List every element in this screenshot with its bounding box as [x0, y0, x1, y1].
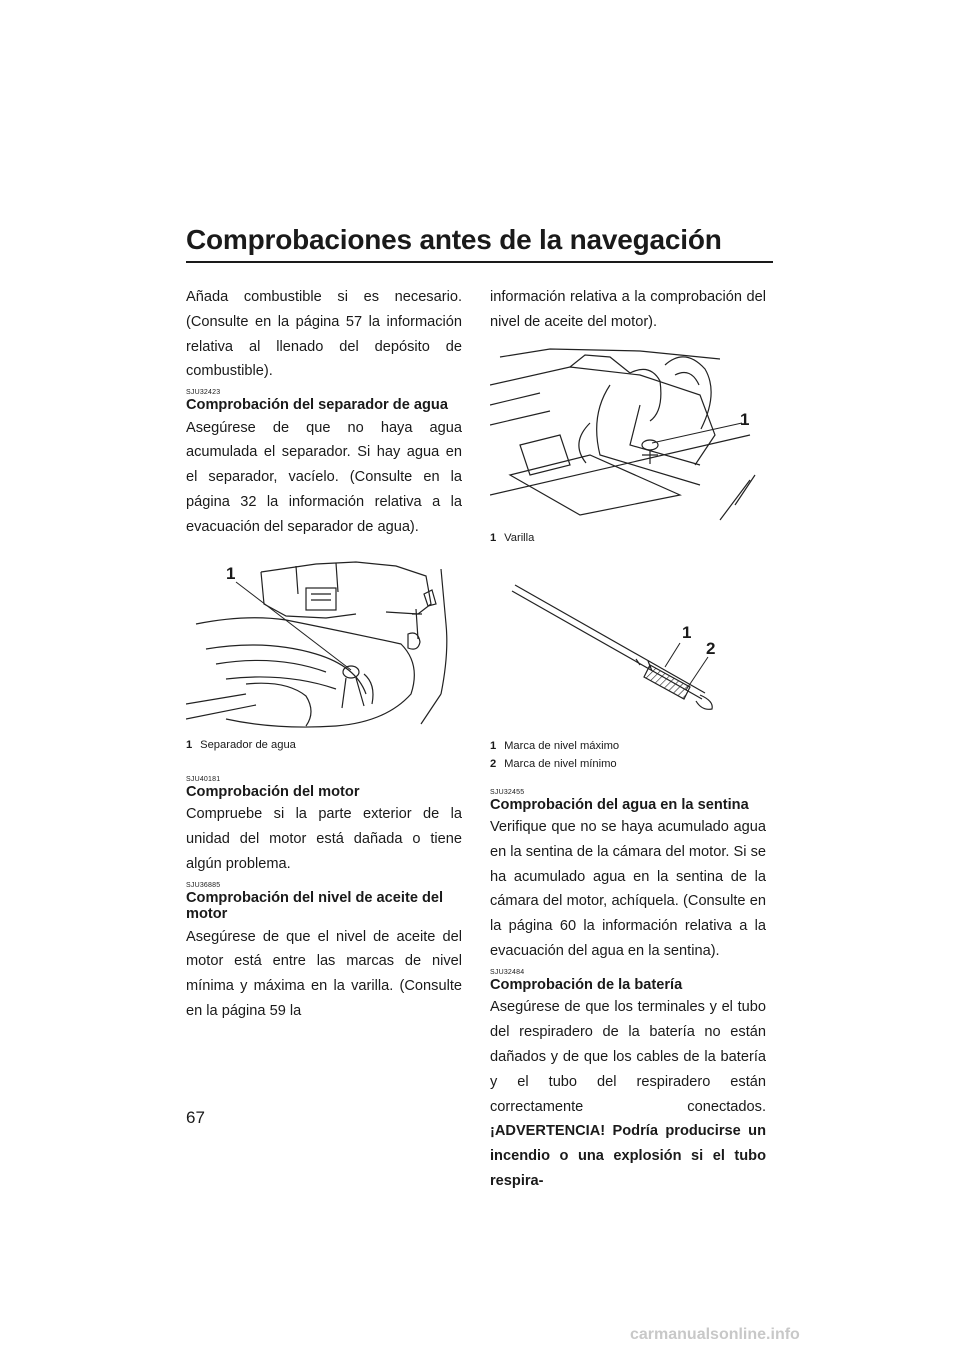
section-code: SJU32484	[490, 968, 525, 976]
caption-number: 1	[490, 531, 497, 544]
section-code: SJU36885	[186, 881, 221, 889]
battery-text: Asegúrese de que los terminales y el tubo del respiradero de la batería no están dañados y de que los cables de la batería y el tubo del respiradero están correctamente conectados.	[490, 999, 766, 1115]
right-column	[490, 285, 766, 1194]
section-code: SJU40181	[186, 775, 221, 783]
section-heading-battery: Comprobación de la batería	[490, 976, 683, 993]
water-separator-paragraph: Asegúrese de que no haya agua acumulada el separador. Si hay agua en el separador, vacíelo. (Consulte en la página 32 la información relativa a la evacuación del separador de agua).	[186, 419, 462, 535]
title-rule	[186, 261, 773, 263]
figure-dipstick-location	[490, 345, 766, 525]
battery-warning: ¡ADVERTENCIA! Podría producirse un incendio o una explosión si el tubo respira-	[490, 1123, 766, 1189]
caption-number: 1	[186, 738, 193, 751]
battery-paragraph	[490, 995, 766, 1193]
section-heading-engine: Comprobación del motor	[186, 783, 360, 800]
figure-water-separator	[186, 554, 462, 736]
dipstick-marks-illustration	[490, 565, 766, 725]
caption-text: Varilla	[504, 531, 535, 544]
oil-level-continued-paragraph: información relativa a la comprobación del nivel de aceite del motor).	[490, 289, 766, 330]
section-code: SJU32423	[186, 389, 221, 397]
engine-paragraph: Compruebe si la parte exterior de la unidad del motor está dañada o tiene algún problema.	[186, 806, 462, 872]
bilge-paragraph: Verifique que no se haya acumulado agua en la sentina de la cámara del motor. Si se ha acumulado agua en la sentina de la cámara del motor, achíquela. (Consulte en la página 60 la información relativa a la evacuación del agua en la sentina).	[490, 819, 766, 960]
figure3-callout-max: 1	[682, 622, 692, 642]
page-title: Comprobaciones antes de la navegación	[186, 224, 722, 255]
oil-level-paragraph: Asegúrese de que el nivel de aceite del motor está entre las marcas de nivel mínima y máxima en la varilla. (Consulte en la página 59 la	[186, 928, 462, 1019]
figure2-caption	[490, 529, 766, 547]
intro-paragraph: Añada combustible si es necesario. (Consulte en la página 57 la información relativa al llenado del depósito de combustible).	[186, 289, 462, 380]
figure2-callout: 1	[740, 409, 750, 429]
left-column	[186, 285, 462, 1024]
caption-number: 2	[490, 757, 497, 770]
figure3-callout-min: 2	[706, 638, 716, 658]
dipstick-location-illustration	[490, 345, 766, 525]
footer-watermark: carmanualsonline.info	[630, 1326, 800, 1343]
figure3-caption-1	[490, 737, 766, 755]
figure1-callout: 1	[226, 563, 236, 583]
figure-dipstick-marks	[490, 565, 766, 725]
caption-text: Marca de nivel mínimo	[504, 757, 617, 770]
section-heading-oil-level: Comprobación del nivel de aceite del motor	[186, 889, 444, 923]
caption-text: Separador de agua	[200, 738, 296, 751]
section-code: SJU32455	[490, 788, 525, 796]
section-heading-bilge: Comprobación del agua en la sentina	[490, 796, 749, 813]
figure1-caption	[186, 736, 462, 754]
caption-number: 1	[490, 739, 497, 752]
figure3-caption-2	[490, 755, 766, 773]
page-number: 67	[186, 1108, 205, 1127]
caption-text: Marca de nivel máximo	[504, 739, 620, 752]
section-heading-water-separator: Comprobación del separador de agua	[186, 397, 448, 414]
